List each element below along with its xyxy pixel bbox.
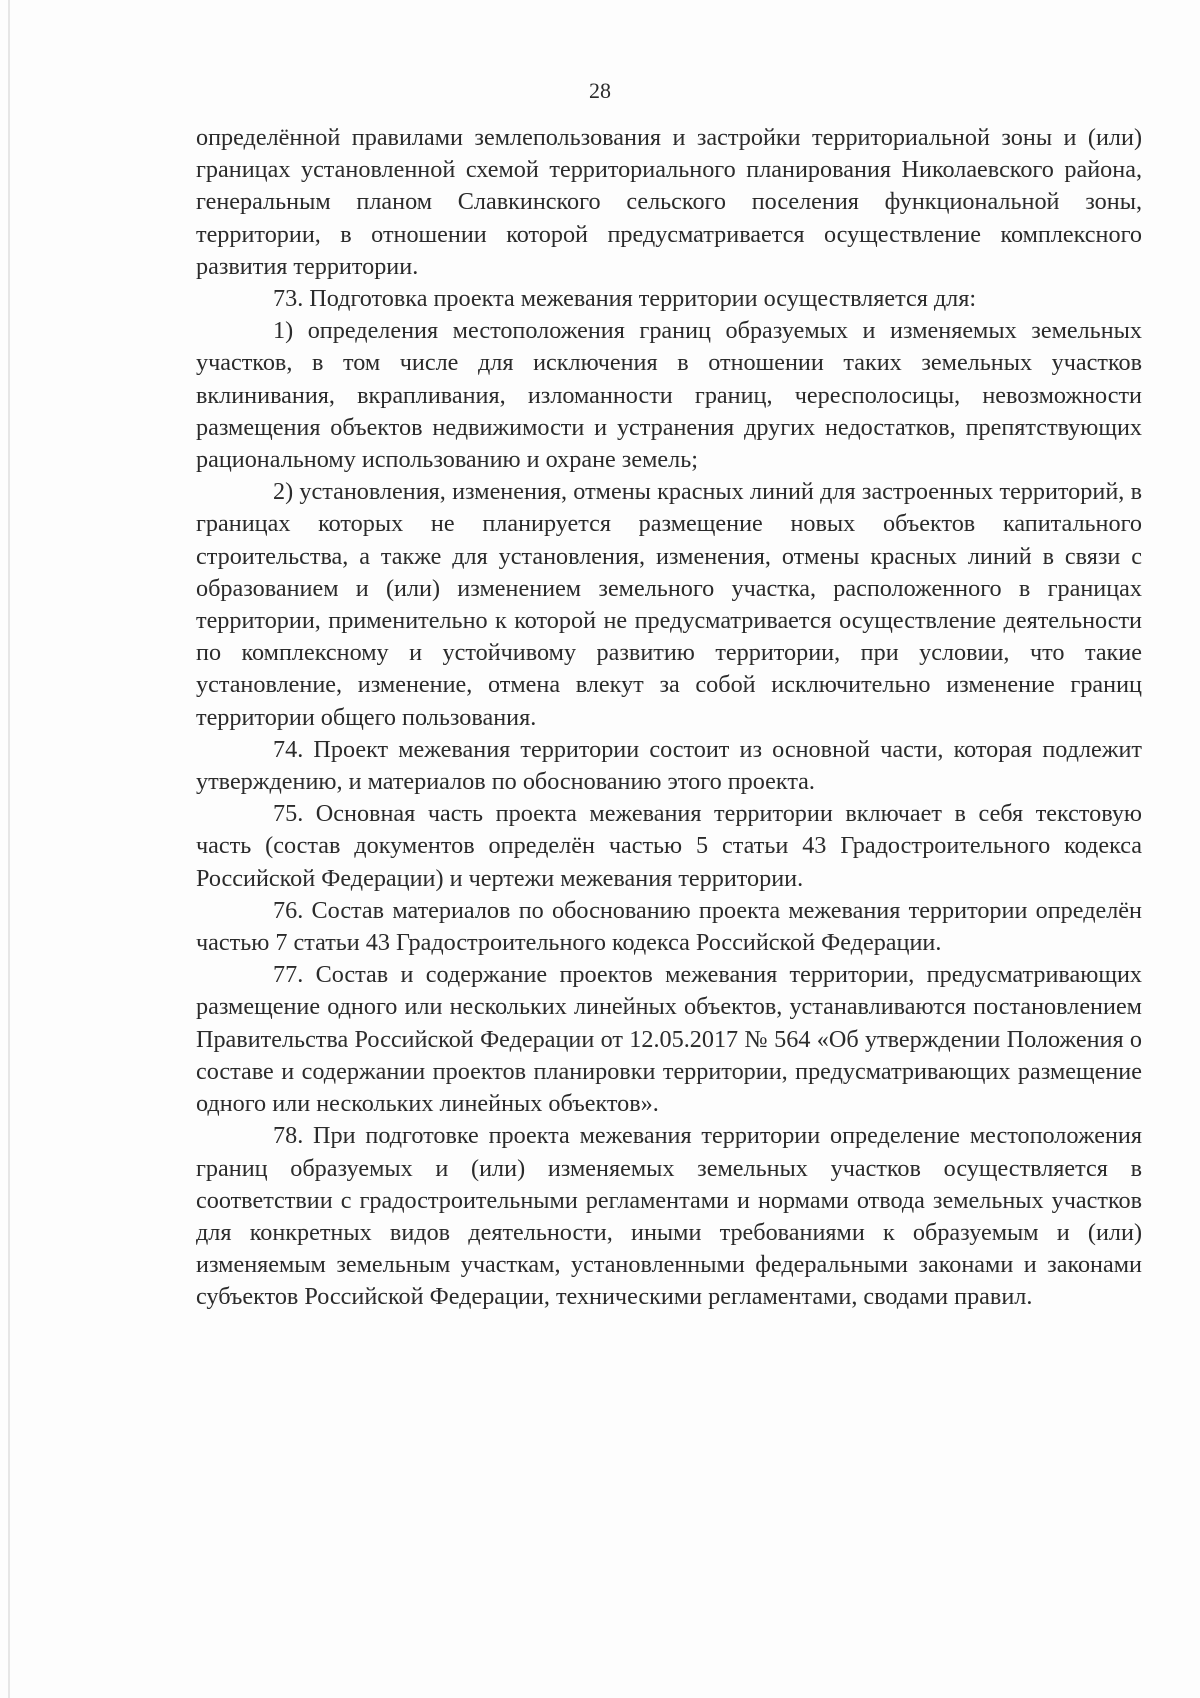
paragraph-73-item-2: 2) установления, изменения, отмены красных линий для застроенных территорий, в границах которых не планируется размещение новых объектов капитального строительства, а также для установления, изменения, отмены красных линий в связи с образованием и (или) изменением земельного участка, расположенного в границах территории, применительно к которой не предусматривается осуществление деятельности по комплексному и устойчивому развитию территории, при условии, что такие установление, изменение, отмена влекут за собой исключительно изменение границ территории общего пользования. <box>196 478 1142 731</box>
paragraph-76: 76. Состав материалов по обоснованию проекта межевания территории определён частью 7 статьи 43 Градостроительного кодекса Российской Федерации. <box>196 896 1142 957</box>
scan-edge-line <box>8 0 10 1698</box>
paragraph-75: 75. Основная часть проекта межевания территории включает в себя текстовую часть (состав документов определён частью 5 статьи 43 Градостроительного кодекса Российской Федерации) и чертежи межевания территории. <box>196 800 1142 892</box>
page-number: 28 <box>589 78 611 103</box>
paragraph-73-item-1: 1) определения местоположения границ образуемых и изменяемых земельных участков, в том числе для исключения в отношении таких земельных участков вклинивания, вкрапливания, изломанности границ, чересполосицы, невозможности размещения объектов недвижимости и устранения других недостатков, препятствующих рациональному использованию и охране земель; <box>196 317 1142 474</box>
paragraph-73: 73. Подготовка проекта межевания территории осуществляется для: <box>273 285 977 313</box>
document-body <box>196 122 1142 1314</box>
paragraph-78: 78. При подготовке проекта межевания территории определение местоположения границ образуемых и (или) изменяемых земельных участков осуществляется в соответствии с градостроительными регламентами и нормами отвода земельных участков для конкретных видов деятельности, иными требованиями к образуемым и (или) изменяемым земельным участкам, установленными федеральными законами и законами субъектов Российской Федерации, техническими регламентами, сводами правил. <box>196 1122 1142 1311</box>
paragraph-continuation: определённой правилами землепользования и застройки территориальной зоны и (или) границах установленной схемой территориального планирования Николаевского района, генеральным планом Славкинского сельского поселения функциональной зоны, территории, в отношении которой предусматривается осуществление комплексного развития территории. <box>196 124 1142 280</box>
paragraph-74: 74. Проект межевания территории состоит из основной части, которая подлежит утверждению, и материалов по обоснованию этого проекта. <box>196 735 1142 796</box>
paragraph-77: 77. Состав и содержание проектов межевания территории, предусматривающих размещение одного или нескольких линейных объектов, устанавливаются постановлением Правительства Российской Федерации от 12.05.2017 № 564 «Об утверждении Положения о составе и содержании проектов планировки территории, предусматривающих размещение одного или нескольких линейных объектов». <box>196 961 1142 1118</box>
